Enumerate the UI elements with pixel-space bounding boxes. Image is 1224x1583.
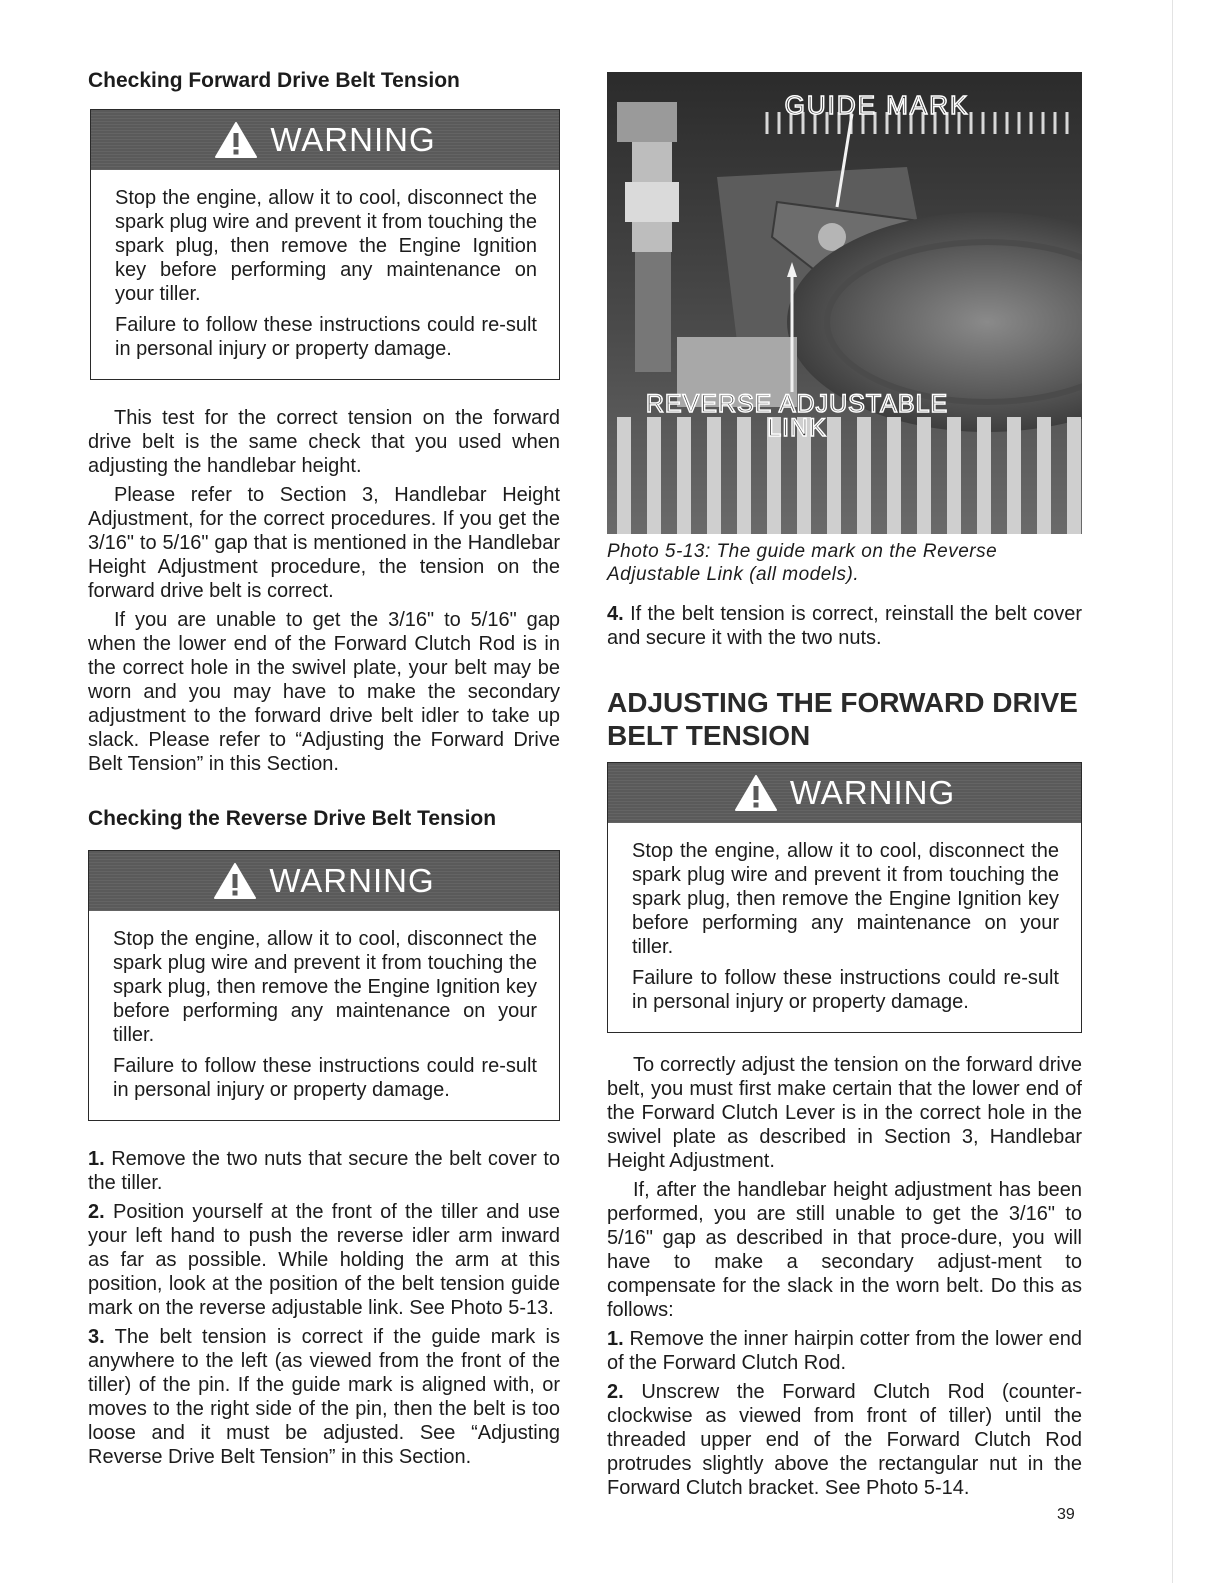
step-item [88,1200,560,1320]
warning-triangle-icon [214,121,258,159]
step-text: Unscrew the Forward Clutch Rod (counter-clockwise as viewed from front of tiller) until the threaded upper end of the Forward Clutch Rod protrudes slightly above the rectangular nut in the Forward Clutch bracket. See Photo 5-14. [607,1381,1083,1499]
warning-box-2 [88,850,560,1121]
step-text: Remove the two nuts that secure the belt cover to the tiller. [88,1148,561,1194]
warning-banner [608,763,1081,823]
photo-label-guide-mark: GUIDE MARK [784,90,970,120]
scan-edge-line [1172,0,1173,1583]
paragraph: This test for the correct tension on the forward drive belt is the same check that you used when adjusting the handlebar height. [88,407,560,477]
step-number: 1. [88,1148,105,1170]
heading-checking-reverse: Checking the Reverse Drive Belt Tension [88,807,497,830]
section-title: ADJUSTING THE FORWARD DRIVE BELT TENSION [607,687,1078,751]
paragraph: Please refer to Section 3, Handlebar Height Adjustment, for the correct procedures. If you get the 3/16" to 5/16" gap that is mentioned in the Handlebar Height Adjustment procedure, the tension on the forward drive belt is correct. [88,484,560,602]
warning-paragraph: Stop the engine, allow it to cool, disconnect the spark plug wire and prevent it from touching the spark plug, then remove the Engine Ignition key before performing any maintenance on your tiller. [115,187,537,305]
warning-text [91,170,559,379]
warning-paragraph: Failure to follow these instructions could re-sult in personal injury or property damage. [113,1055,537,1101]
step-text: If the belt tension is correct, reinstall the belt cover and secure it with the two nuts. [607,603,1082,649]
paragraph: To correctly adjust the tension on the forward drive belt, you must first make certain that the lower end of the Forward Clutch Lever is in the correct hole in the swivel plate as described in Section 3, Handlebar Height Adjustment. [607,1054,1082,1172]
step-item [88,1147,560,1195]
warning-triangle-icon [734,774,778,812]
step-text: The belt tension is correct if the guide mark is anywhere to the left (as viewed from the front of the tiller) of the pin. If the guide mark is aligned with, or moves to the right side of the pin, then the belt is too loose and it must be adjusted. See “Adjusting Reverse Drive Belt Tension” in this Section. [88,1326,560,1468]
warning-banner [91,110,559,170]
photo-5-13 [607,72,1082,534]
warning-title: WARNING [270,121,436,158]
warning-paragraph: Stop the engine, allow it to cool, disconnect the spark plug wire and prevent it from touching the spark plug, then remove the Engine Ignition key before performing any maintenance on your tiller. [113,928,537,1046]
step-number: 1. [607,1328,624,1350]
photo-label-link: LINK [767,414,827,442]
warning-text [89,911,559,1120]
step-number: 4. [607,603,624,625]
photo-illustration [607,72,1082,534]
forward-check-text [88,406,560,776]
step-item [607,602,1082,650]
step-number: 2. [607,1381,624,1403]
left-column [88,60,560,1474]
warning-paragraph: Failure to follow these instructions could re-sult in personal injury or property damage. [632,967,1059,1013]
step-item [607,1327,1082,1375]
warning-box-3 [607,762,1082,1033]
warning-text [608,823,1081,1032]
photo-label-reverse-adjustable: REVERSE ADJUSTABLE [645,390,949,418]
step-number: 3. [88,1326,105,1348]
adjusting-text [607,1053,1082,1500]
right-column [607,72,1082,1505]
step-4 [607,602,1082,650]
warning-title: WARNING [789,774,956,811]
page-number: 39 [1057,1506,1075,1523]
paragraph: If you are unable to get the 3/16" to 5/16" gap when the lower end of the Forward Clutch Rod is in the correct hole in the swivel plate, your belt may be worn and you may have to make the secondary adjustment to the forward drive belt idler to take up slack. Please refer to “Adjusting the Forward Drive Belt Tension” in this Section. [88,609,560,775]
step-text: Position yourself at the front of the tiller and use your left hand to push the reverse idler arm inward as far as possible. While holding the arm at this position, look at the position of the belt tension guide mark on the reverse adjustable link. See Photo 5-13. [88,1201,560,1319]
step-item [88,1325,560,1469]
warning-title: WARNING [269,862,435,899]
warning-banner [89,851,559,911]
warning-triangle-icon [213,862,257,900]
step-text: Remove the inner hairpin cotter from the lower end of the Forward Clutch Rod. [607,1328,1082,1374]
warning-box-1 [90,109,560,380]
step-number: 2. [88,1201,105,1223]
warning-paragraph: Failure to follow these instructions could re-sult in personal injury or property damage. [115,314,537,360]
heading-checking-forward: Checking Forward Drive Belt Tension [88,69,460,92]
photo-caption: Photo 5-13: The guide mark on the Reverse Adjustable Link (all models). [607,541,998,585]
reverse-check-steps [88,1147,560,1469]
warning-paragraph: Stop the engine, allow it to cool, disconnect the spark plug wire and prevent it from touching the spark plug, then remove the Engine Ignition key before performing any maintenance on your tiller. [632,840,1059,958]
step-item [607,1380,1082,1500]
paragraph: If, after the handlebar height adjustment has been performed, you are still unable to get the 3/16" to 5/16" gap as described in that proce-dure, you will have to make a secondary adjust-ment to compensate for the slack in the worn belt. Do this as follows: [607,1179,1082,1321]
